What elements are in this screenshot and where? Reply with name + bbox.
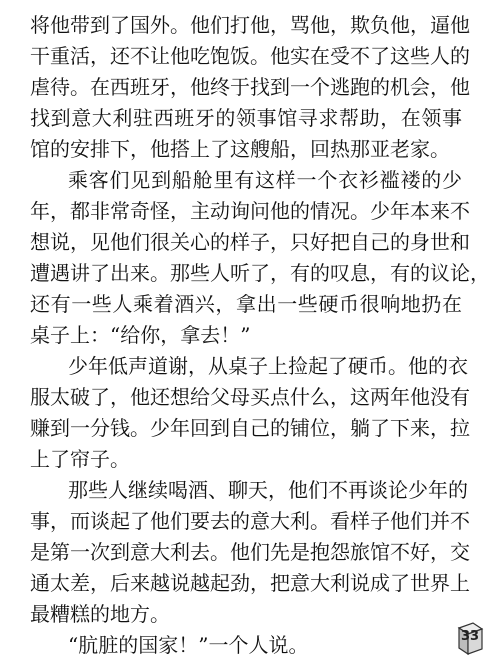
text-line: 找到意大利驻西班牙的领事馆寻求帮助，在领事 bbox=[30, 106, 462, 130]
paragraph bbox=[30, 10, 470, 165]
text-line: 想说，见他们很关心的样子，只好把自己的身世和 bbox=[30, 230, 470, 254]
text-line: 虐待。在西班牙，他终于找到一个逃跑的机会，他 bbox=[30, 75, 470, 99]
paragraph bbox=[30, 630, 462, 661]
text-line: 遭遇讲了出来。那些人听了，有的叹息，有的议论， bbox=[30, 261, 490, 285]
text-line: 还有一些人乘着酒兴，拿出一些硬币很响地扔在 bbox=[30, 292, 462, 316]
paragraph bbox=[30, 165, 490, 351]
text-line: “肮脏的国家！”一个人说。 bbox=[68, 633, 309, 657]
text-line: 馆的安排下，他搭上了这艘船，回热那亚老家。 bbox=[30, 137, 450, 161]
text-line: 最糟糕的地方。 bbox=[30, 602, 170, 626]
text-line: 服太破了，他还想给父母买点什么，这两年他没有 bbox=[30, 385, 470, 409]
paragraph bbox=[30, 475, 470, 630]
text-line: 干重活，还不让他吃饱饭。他实在受不了这些人的 bbox=[30, 44, 470, 68]
text-line: 是第一次到意大利去。他们先是抱怨旅馆不好，交 bbox=[30, 540, 470, 564]
text-line: 将他带到了国外。他们打他，骂他，欺负他，逼他 bbox=[30, 13, 470, 37]
text-line: 事，而谈起了他们要去的意大利。看样子他们并不 bbox=[30, 509, 470, 533]
text-line: 那些人继续喝酒、聊天，他们不再谈论少年的 bbox=[68, 478, 468, 502]
text-line: 上了帘子。 bbox=[30, 447, 130, 471]
paragraph bbox=[30, 351, 470, 475]
page-number: 33 bbox=[460, 629, 480, 644]
text-line: 年，都非常奇怪，主动询问他的情况。少年本来不 bbox=[30, 199, 470, 223]
text-line: 桌子上：“给你，拿去！” bbox=[30, 323, 251, 347]
text-line: 通太差，后来越说越起劲，把意大利说成了世界上 bbox=[30, 571, 470, 595]
text-line: 少年低声道谢，从桌子上捡起了硬币。他的衣 bbox=[68, 354, 468, 378]
text-line: 赚到一分钱。少年回到自己的铺位，躺了下来，拉 bbox=[30, 416, 470, 440]
page-number-badge bbox=[455, 620, 485, 658]
text-line: 乘客们见到船舱里有这样一个衣衫褴褛的少 bbox=[68, 168, 462, 192]
